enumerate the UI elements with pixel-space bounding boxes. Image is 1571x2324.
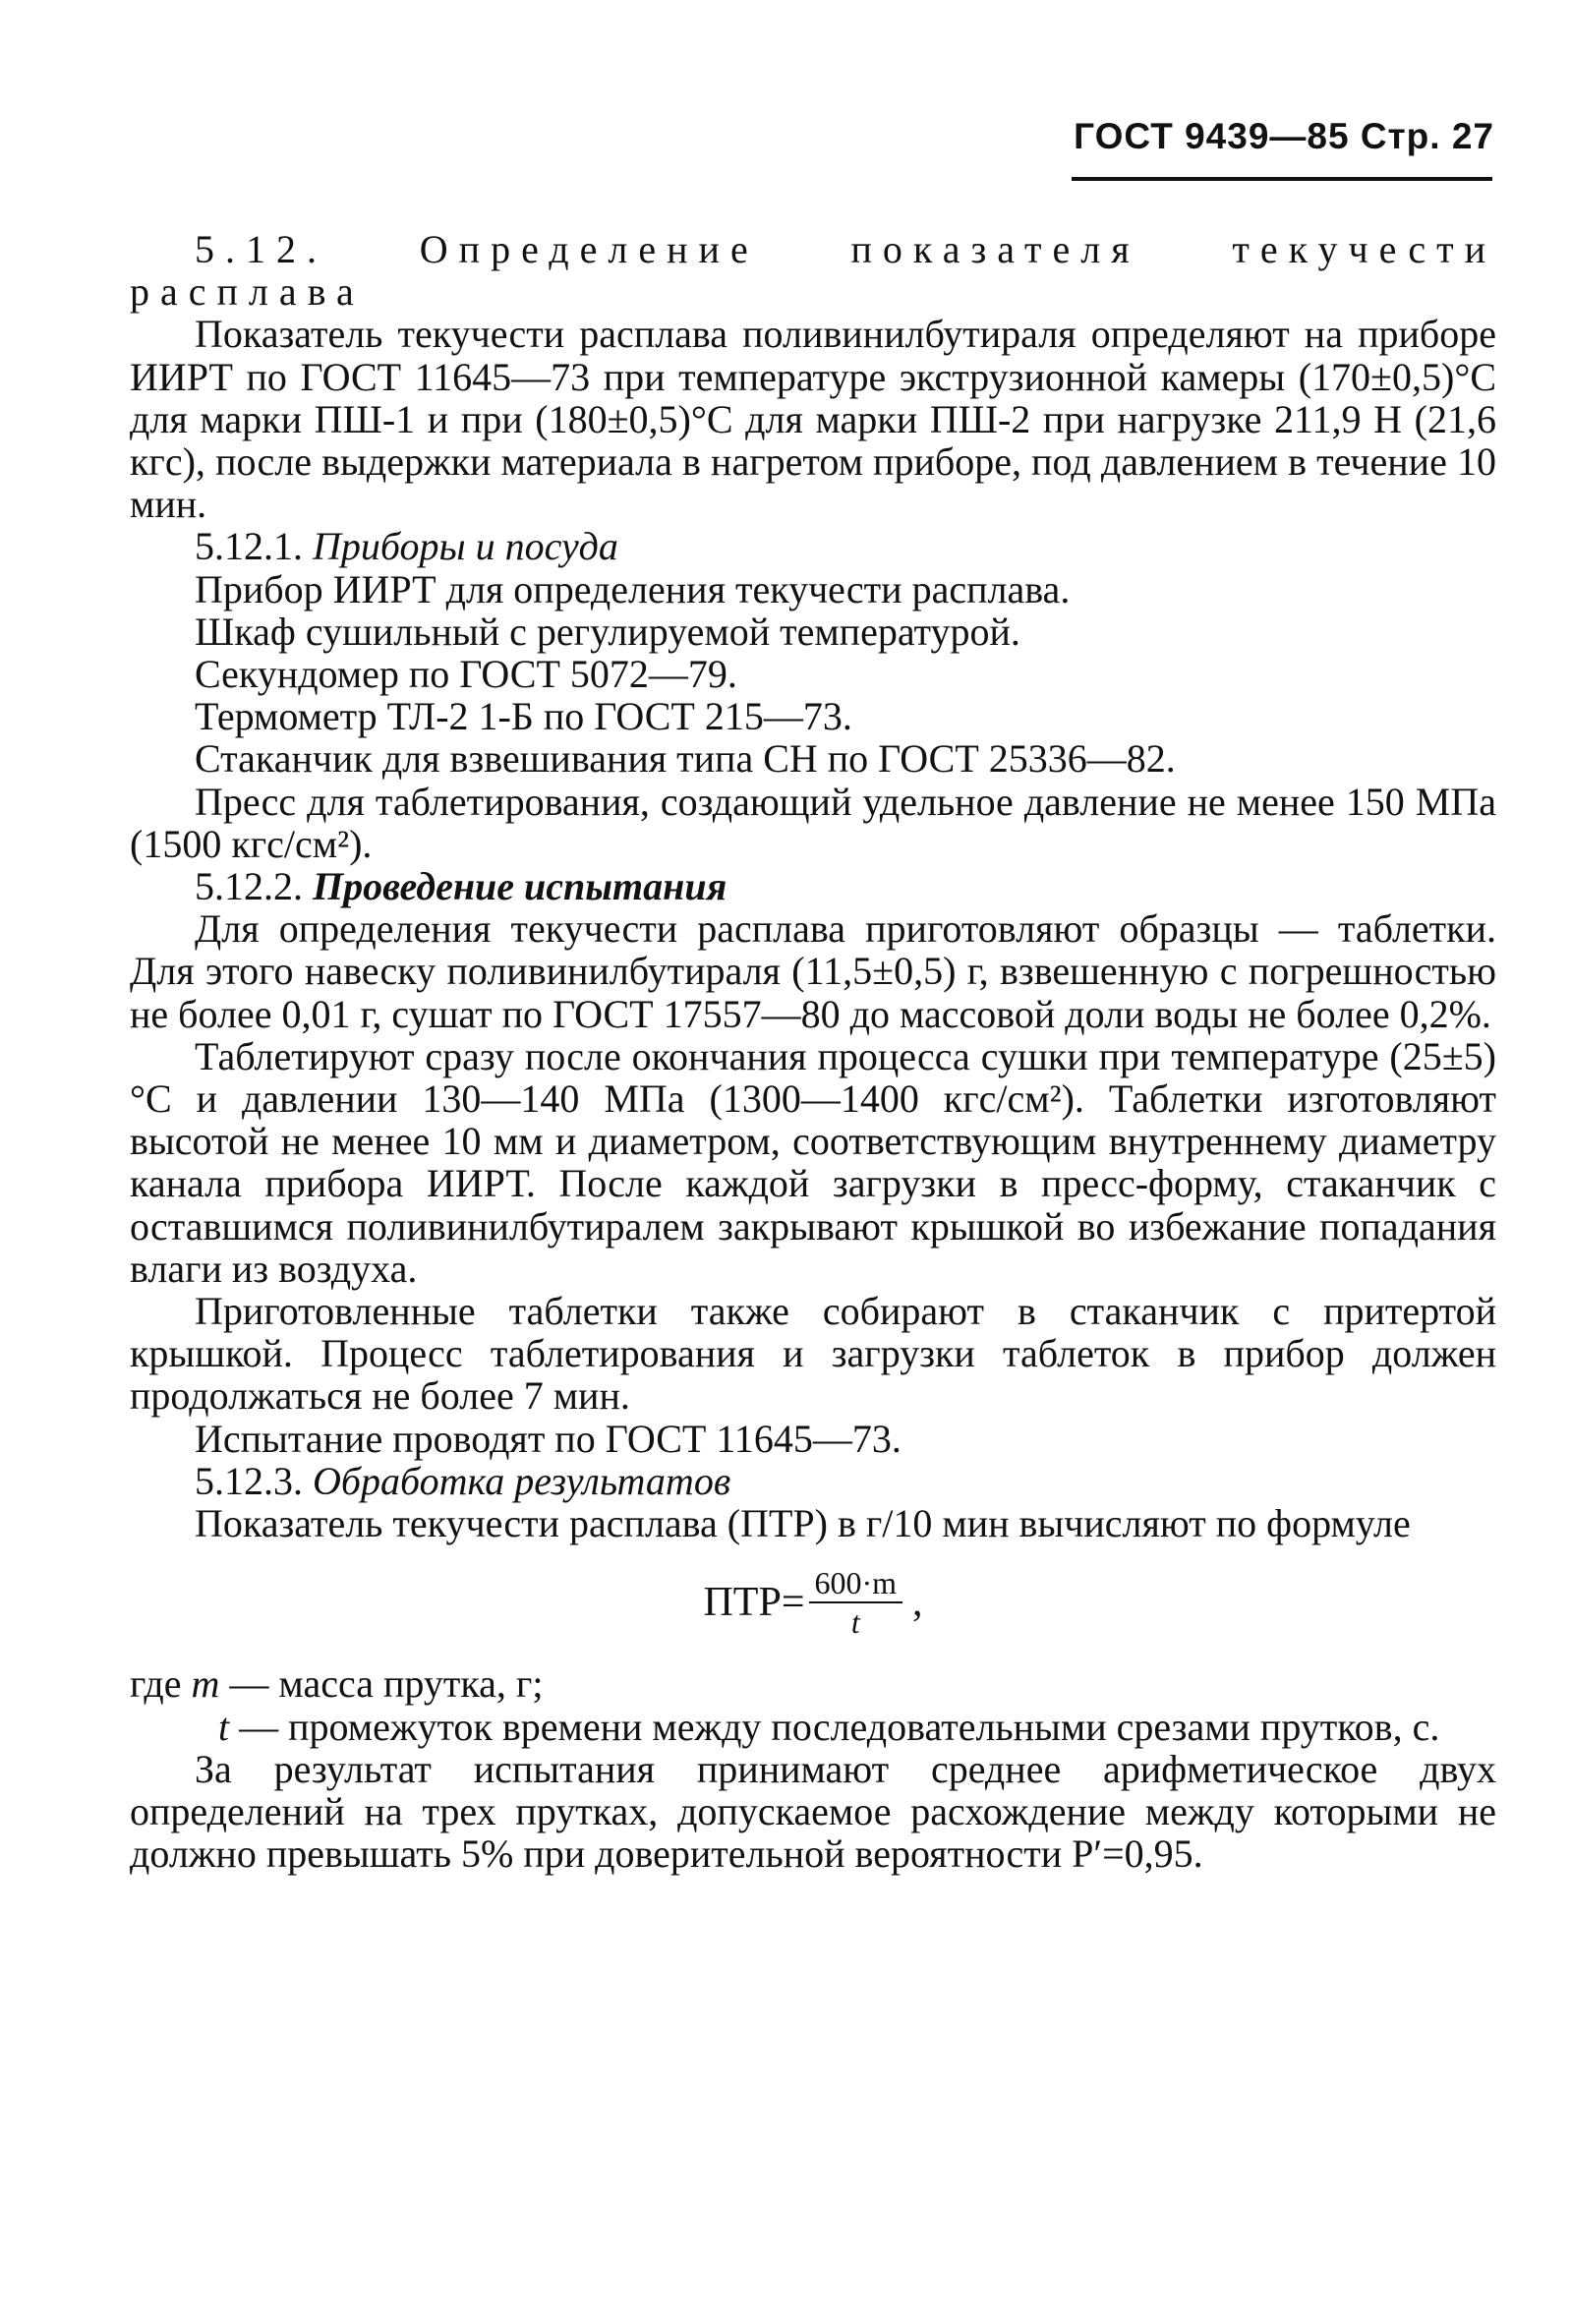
header-rule — [1072, 177, 1492, 181]
subsection-title: Проведение испытания — [313, 864, 727, 909]
procedure-paragraph: Таблетируют сразу после окончания процесса сушки при температуре (25±5)°С и давлении 130—140 МПа (1300—1400 кгс/см²). Таблетки изготовляют высотой не менее 10 мм и диаметром, соответствующим внутреннему диаметру канала прибора ИИРТ. После каждой загрузки в пресс-форму, стаканчик с оставшимся поливинилбутиралем закрывают крышкой во избежание попадания влаги из воздуха. — [130, 1033, 1496, 1291]
procedure-paragraph: Приготовленные таблетки также собирают в стаканчик с притертой крышкой. Процесс таблетирования и загрузки таблеток в прибор должен продолжаться не более 7 мин. — [130, 1289, 1496, 1419]
page-header: ГОСТ 9439—85 Стр. 27 — [1074, 116, 1494, 156]
formula — [130, 1564, 1496, 1641]
subsection-number: 5.12.3. — [195, 1458, 303, 1503]
formula-definition — [130, 1706, 1496, 1748]
subsection-number: 5.12.2. — [195, 864, 303, 909]
section-intro-paragraph: Показатель текучести расплава поливинилбутираля определяют на приборе ИИРТ по ГОСТ 11645—73 при температуре экструзионной камеры (170±0,5)°С для марки ПШ-1 и при (180±0,5)°С для марки ПШ-2 при нагрузке 211,9 Н (21,6 кгс), после выдержки материала в нагретом приборе, под давлением в течение 10 мин. — [130, 312, 1496, 527]
definition-symbol: m — [191, 1661, 220, 1707]
formula-equals: = — [781, 1579, 805, 1625]
equipment-item: Термометр ТЛ-2 1-Б по ГОСТ 215—73. — [195, 694, 852, 739]
subsection-heading-3 — [130, 1460, 1496, 1502]
results-intro-paragraph: Показатель текучести расплава (ПТР) в г/10 мин вычисляют по формуле — [195, 1501, 1411, 1546]
formula-lhs: ПТР — [703, 1579, 782, 1625]
definition-text: — масса прутка, г; — [229, 1661, 544, 1707]
definition-symbol: t — [218, 1704, 230, 1749]
subsection-number: 5.12.1. — [195, 524, 303, 569]
equipment-item: Стаканчик для взвешивания типа СН по ГОСТ 25336—82. — [195, 736, 1176, 782]
subsection-heading-1 — [130, 525, 1496, 567]
formula-numerator: 600·m — [809, 1564, 903, 1603]
subsection-title: Приборы и посуда — [313, 524, 618, 569]
equipment-item: Пресс для таблетирования, создающий удельное давление не менее 150 МПа (1500 кгс/см²). — [130, 779, 1496, 866]
equipment-item: Шкаф сушильный с регулируемой температурой. — [195, 609, 1020, 654]
conclusion-paragraph: За результат испытания принимают среднее арифметическое двух определений на трех прутках, допускаемое расхождение между которыми не должно превышать 5% при доверительной вероятности Р′=0,95. — [130, 1746, 1496, 1877]
formula-trailing-comma: , — [912, 1579, 923, 1625]
procedure-paragraph: Испытание проводят по ГОСТ 11645—73. — [195, 1416, 902, 1461]
subsection-heading-2 — [130, 865, 1496, 907]
where-word: где — [130, 1661, 182, 1707]
equipment-item: Секундомер по ГОСТ 5072—79. — [195, 652, 737, 697]
formula-definition — [130, 1662, 1496, 1705]
section-heading: 5.12. Определение показателя текучести расплава — [130, 227, 1496, 315]
formula-denominator: t — [850, 1604, 860, 1641]
formula-fraction — [809, 1564, 903, 1641]
document-body — [130, 228, 1496, 1875]
procedure-paragraph: Для определения текучести расплава приготовляют образцы — таблетки. Для этого навеску поливинилбутираля (11,5±0,5) г, взвешенную с погрешностью не более 0,01 г, сушат по ГОСТ 17557—80 до массовой доли воды не более 0,2%. — [130, 906, 1496, 1036]
equipment-item: Прибор ИИРТ для определения текучести расплава. — [195, 566, 1071, 611]
definition-text: — промежуток времени между последовательными срезами прутков, с. — [239, 1704, 1440, 1749]
subsection-title: Обработка результатов — [313, 1458, 731, 1503]
